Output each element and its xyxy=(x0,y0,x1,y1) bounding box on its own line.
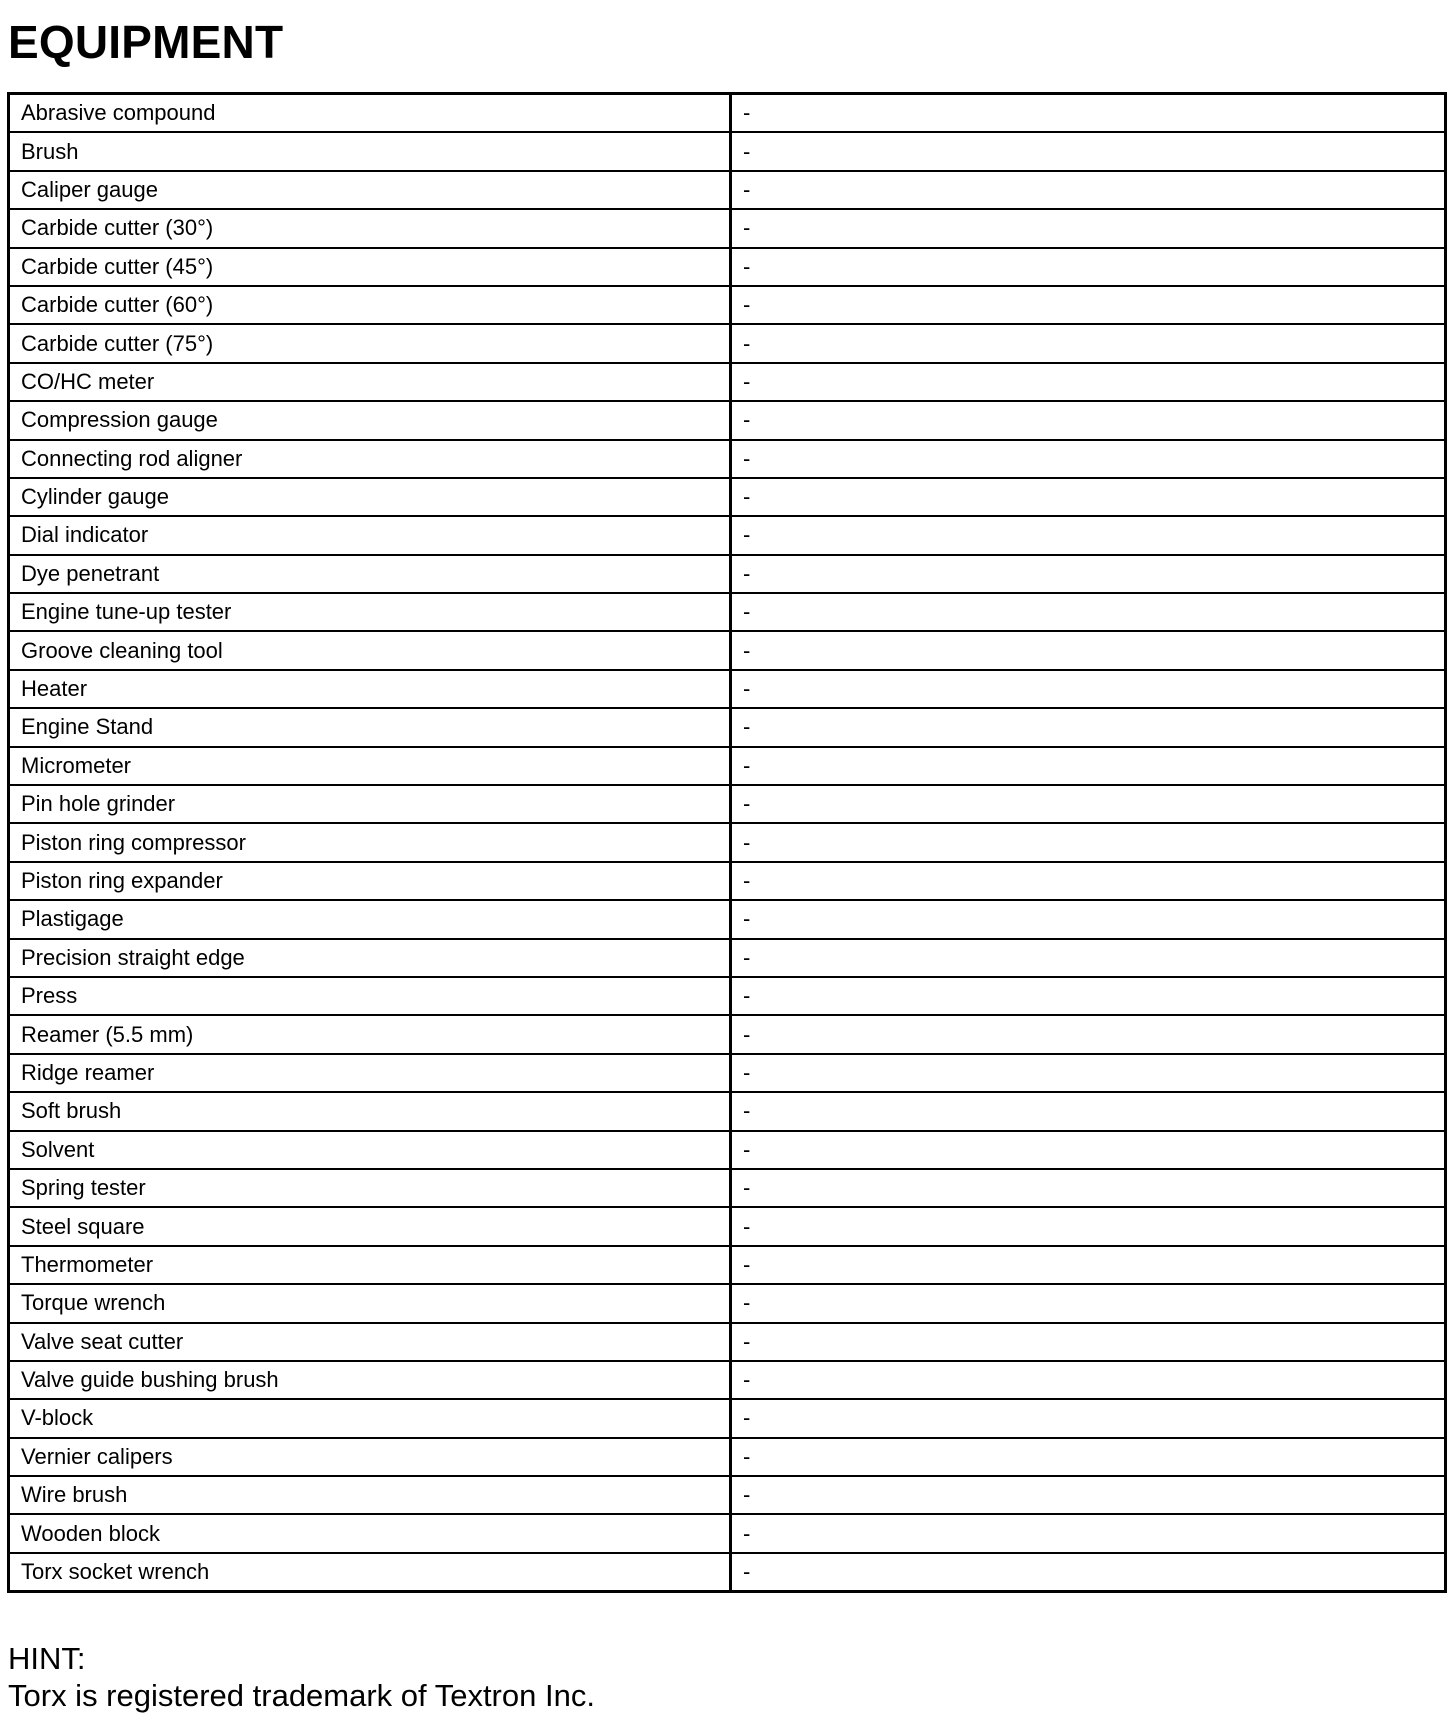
equipment-table-body xyxy=(9,94,1446,1592)
equipment-value-cell: - xyxy=(731,401,1446,439)
equipment-name-cell: Carbide cutter (60°) xyxy=(9,286,731,324)
equipment-value-cell: - xyxy=(731,516,1446,554)
equipment-name-cell: Engine Stand xyxy=(9,708,731,746)
table-row xyxy=(9,401,1446,439)
equipment-name-cell: Caliper gauge xyxy=(9,171,731,209)
table-row xyxy=(9,1553,1446,1592)
equipment-name-cell: Micrometer xyxy=(9,747,731,785)
equipment-name-cell: Vernier calipers xyxy=(9,1438,731,1476)
table-row xyxy=(9,1361,1446,1399)
table-row xyxy=(9,1015,1446,1053)
equipment-value-cell: - xyxy=(731,1361,1446,1399)
equipment-name-cell: Torque wrench xyxy=(9,1284,731,1322)
table-row xyxy=(9,248,1446,286)
equipment-name-cell: Valve guide bushing brush xyxy=(9,1361,731,1399)
equipment-value-cell: - xyxy=(731,708,1446,746)
equipment-value-cell: - xyxy=(731,823,1446,861)
equipment-value-cell: - xyxy=(731,670,1446,708)
table-row xyxy=(9,555,1446,593)
equipment-name-cell: Dial indicator xyxy=(9,516,731,554)
equipment-value-cell: - xyxy=(731,440,1446,478)
equipment-value-cell: - xyxy=(731,1284,1446,1322)
hint-label: HINT: xyxy=(8,1641,86,1676)
equipment-name-cell: Cylinder gauge xyxy=(9,478,731,516)
equipment-value-cell: - xyxy=(731,1207,1446,1245)
equipment-name-cell: Dye penetrant xyxy=(9,555,731,593)
equipment-name-cell: V-block xyxy=(9,1399,731,1437)
equipment-value-cell: - xyxy=(731,1092,1446,1130)
equipment-table xyxy=(7,92,1447,1593)
equipment-value-cell: - xyxy=(731,171,1446,209)
table-row xyxy=(9,747,1446,785)
equipment-value-cell: - xyxy=(731,248,1446,286)
table-row xyxy=(9,440,1446,478)
equipment-value-cell: - xyxy=(731,1323,1446,1361)
table-row xyxy=(9,823,1446,861)
equipment-value-cell: - xyxy=(731,555,1446,593)
table-row xyxy=(9,171,1446,209)
equipment-name-cell: Wooden block xyxy=(9,1514,731,1552)
equipment-name-cell: Pin hole grinder xyxy=(9,785,731,823)
equipment-value-cell: - xyxy=(731,785,1446,823)
equipment-name-cell: Brush xyxy=(9,132,731,170)
equipment-value-cell: - xyxy=(731,939,1446,977)
table-row xyxy=(9,900,1446,938)
equipment-name-cell: Thermometer xyxy=(9,1246,731,1284)
equipment-name-cell: Carbide cutter (75°) xyxy=(9,324,731,362)
equipment-name-cell: Piston ring expander xyxy=(9,862,731,900)
table-row xyxy=(9,132,1446,170)
equipment-value-cell: - xyxy=(731,593,1446,631)
table-row xyxy=(9,209,1446,247)
table-row xyxy=(9,1054,1446,1092)
equipment-name-cell: Plastigage xyxy=(9,900,731,938)
table-row xyxy=(9,1092,1446,1130)
equipment-name-cell: Carbide cutter (30°) xyxy=(9,209,731,247)
equipment-value-cell: - xyxy=(731,1438,1446,1476)
equipment-value-cell: - xyxy=(731,900,1446,938)
equipment-name-cell: Solvent xyxy=(9,1131,731,1169)
equipment-value-cell: - xyxy=(731,478,1446,516)
equipment-value-cell: - xyxy=(731,1131,1446,1169)
equipment-name-cell: Compression gauge xyxy=(9,401,731,439)
equipment-name-cell: Valve seat cutter xyxy=(9,1323,731,1361)
page-title: EQUIPMENT xyxy=(8,16,284,68)
table-row xyxy=(9,286,1446,324)
table-row xyxy=(9,670,1446,708)
equipment-name-cell: Engine tune-up tester xyxy=(9,593,731,631)
equipment-name-cell: Soft brush xyxy=(9,1092,731,1130)
equipment-value-cell: - xyxy=(731,1553,1446,1592)
equipment-name-cell: Press xyxy=(9,977,731,1015)
hint-text: Torx is registered trademark of Textron Inc. xyxy=(8,1678,595,1713)
table-row xyxy=(9,1514,1446,1552)
equipment-name-cell: Torx socket wrench xyxy=(9,1553,731,1592)
equipment-value-cell: - xyxy=(731,209,1446,247)
equipment-name-cell: Abrasive compound xyxy=(9,94,731,133)
table-row xyxy=(9,785,1446,823)
equipment-value-cell: - xyxy=(731,1399,1446,1437)
table-row xyxy=(9,1323,1446,1361)
equipment-name-cell: Carbide cutter (45°) xyxy=(9,248,731,286)
equipment-value-cell: - xyxy=(731,132,1446,170)
equipment-name-cell: Steel square xyxy=(9,1207,731,1245)
equipment-value-cell: - xyxy=(731,1476,1446,1514)
equipment-name-cell: Ridge reamer xyxy=(9,1054,731,1092)
table-row xyxy=(9,1207,1446,1245)
equipment-value-cell: - xyxy=(731,286,1446,324)
equipment-name-cell: Piston ring compressor xyxy=(9,823,731,861)
equipment-value-cell: - xyxy=(731,1054,1446,1092)
equipment-name-cell: Groove cleaning tool xyxy=(9,631,731,669)
table-row xyxy=(9,862,1446,900)
hint-block xyxy=(8,1640,595,1714)
table-row xyxy=(9,363,1446,401)
table-row xyxy=(9,631,1446,669)
equipment-value-cell: - xyxy=(731,862,1446,900)
table-row xyxy=(9,708,1446,746)
equipment-value-cell: - xyxy=(731,1015,1446,1053)
table-row xyxy=(9,1476,1446,1514)
table-row xyxy=(9,977,1446,1015)
equipment-value-cell: - xyxy=(731,631,1446,669)
equipment-value-cell: - xyxy=(731,363,1446,401)
equipment-value-cell: - xyxy=(731,1514,1446,1552)
equipment-value-cell: - xyxy=(731,1246,1446,1284)
equipment-value-cell: - xyxy=(731,94,1446,133)
table-row xyxy=(9,516,1446,554)
equipment-name-cell: Heater xyxy=(9,670,731,708)
table-row xyxy=(9,1169,1446,1207)
equipment-value-cell: - xyxy=(731,747,1446,785)
table-row xyxy=(9,1131,1446,1169)
equipment-value-cell: - xyxy=(731,977,1446,1015)
table-row xyxy=(9,1399,1446,1437)
table-row xyxy=(9,1246,1446,1284)
table-row xyxy=(9,593,1446,631)
table-row xyxy=(9,324,1446,362)
equipment-name-cell: Spring tester xyxy=(9,1169,731,1207)
equipment-name-cell: Reamer (5.5 mm) xyxy=(9,1015,731,1053)
equipment-value-cell: - xyxy=(731,324,1446,362)
table-row xyxy=(9,939,1446,977)
table-row xyxy=(9,478,1446,516)
equipment-name-cell: CO/HC meter xyxy=(9,363,731,401)
table-row xyxy=(9,1284,1446,1322)
table-row xyxy=(9,94,1446,133)
equipment-name-cell: Precision straight edge xyxy=(9,939,731,977)
equipment-name-cell: Connecting rod aligner xyxy=(9,440,731,478)
table-row xyxy=(9,1438,1446,1476)
equipment-name-cell: Wire brush xyxy=(9,1476,731,1514)
equipment-value-cell: - xyxy=(731,1169,1446,1207)
